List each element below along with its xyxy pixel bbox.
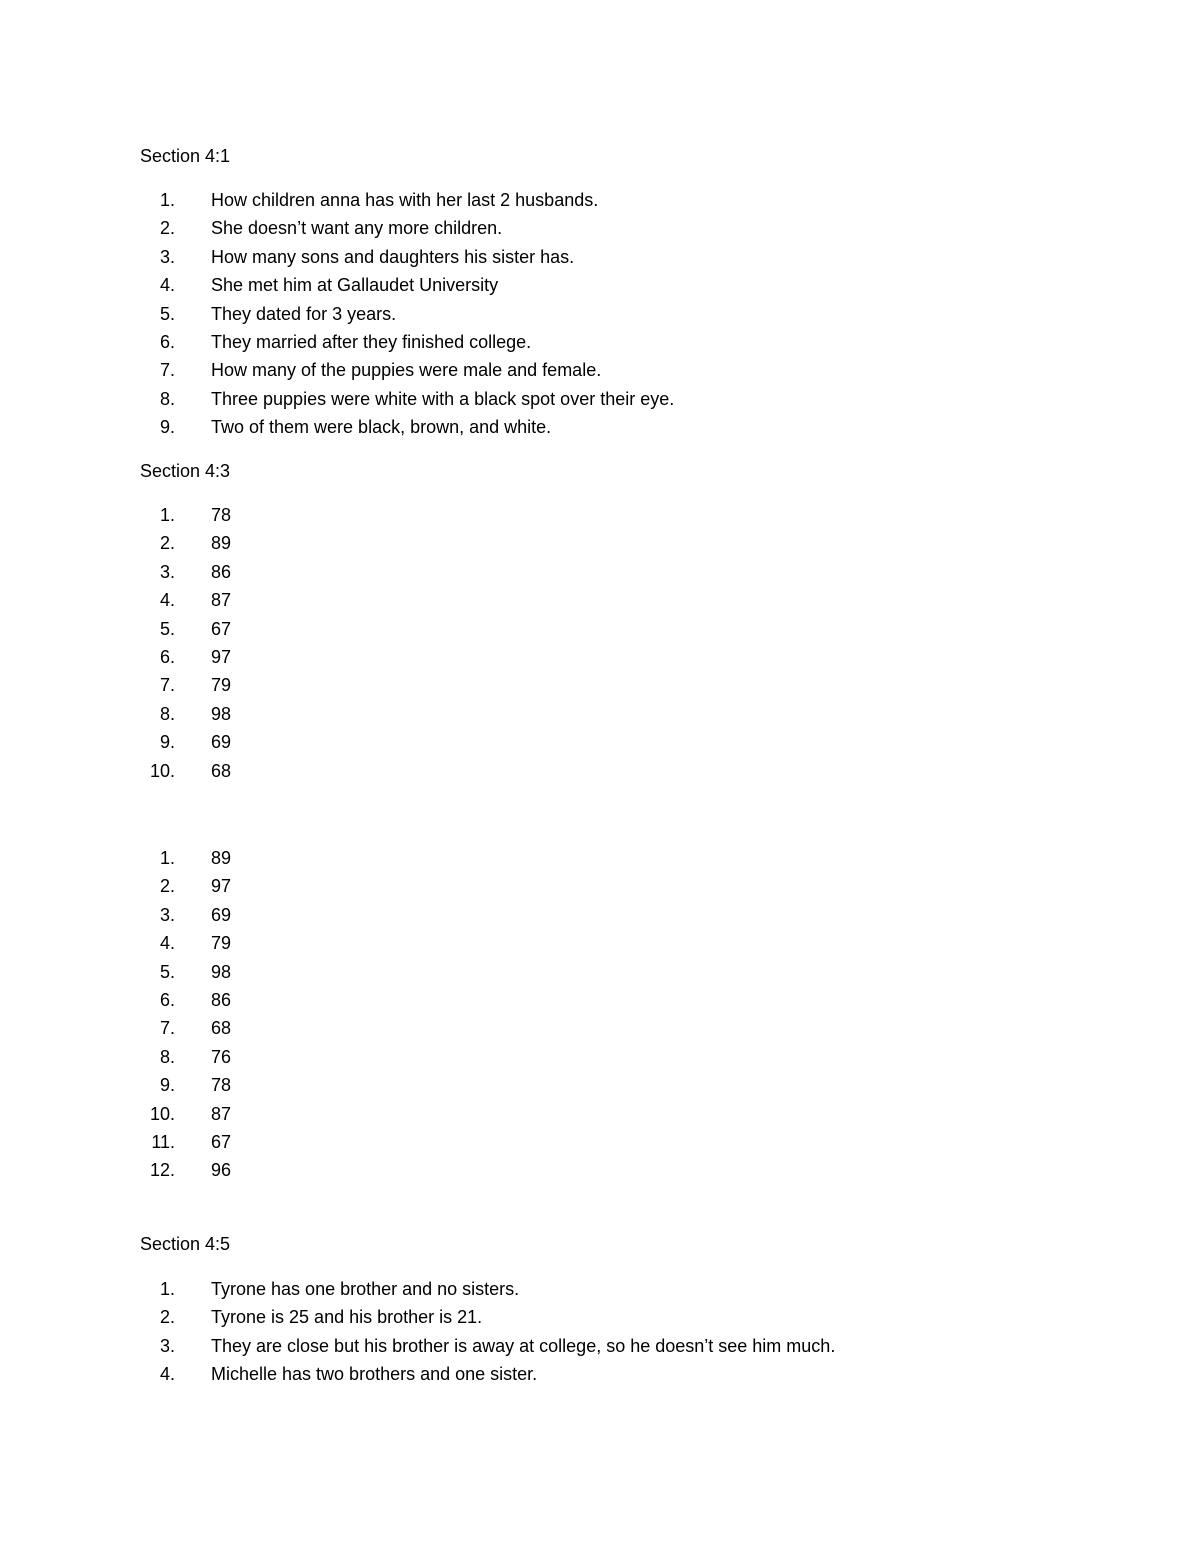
- list-number: 2.: [159, 218, 175, 239]
- list-item-text: They dated for 3 years.: [211, 303, 397, 324]
- list-number: 2.: [159, 533, 175, 554]
- list-number: 10.: [149, 760, 175, 781]
- list-item-text: How many sons and daughters his sister has.: [211, 246, 575, 267]
- list-item-text: 78: [211, 505, 232, 525]
- list-number: 2.: [159, 876, 175, 897]
- list-number: 12.: [149, 1160, 175, 1181]
- list-number: 2.: [159, 1307, 175, 1328]
- list-number: 8.: [159, 388, 175, 409]
- list-item-text: 68: [211, 760, 232, 781]
- list-number: 3.: [159, 561, 175, 582]
- section-heading: Section 4:5: [140, 1234, 231, 1254]
- list-number: 3.: [159, 1335, 175, 1356]
- list-number: 4.: [159, 1364, 175, 1385]
- list-item-text: 98: [211, 961, 232, 982]
- list-item-text: Two of them were black, brown, and white.: [211, 417, 552, 438]
- list-item-text: 86: [211, 989, 232, 1010]
- list-number: 9.: [159, 732, 175, 753]
- list-number: 4.: [159, 590, 175, 611]
- section-heading: Section 4:1: [140, 146, 231, 166]
- list-number: 7.: [159, 675, 175, 696]
- list-number: 4.: [159, 275, 175, 296]
- list-item-text: 68: [211, 1018, 232, 1039]
- list-number: 1.: [159, 190, 175, 210]
- list-item-text: 89: [211, 848, 232, 868]
- list-item-text: 87: [211, 590, 232, 611]
- list-number: 10.: [149, 1103, 175, 1124]
- list-number: 7.: [159, 360, 175, 381]
- list-item-text: Tyrone has one brother and no sisters.: [211, 1279, 520, 1299]
- list-item-text: 67: [211, 618, 232, 639]
- list-item-text: 96: [211, 1160, 232, 1181]
- list-number: 5.: [159, 303, 175, 324]
- list-item-text: She met him at Gallaudet University: [211, 275, 499, 296]
- list-number: 9.: [159, 417, 175, 438]
- list-item-text: They married after they finished college.: [211, 331, 532, 352]
- list-item-text: 97: [211, 876, 232, 897]
- list-number: 1.: [159, 505, 175, 525]
- section-heading: Section 4:3: [140, 461, 231, 481]
- list-item-text: 97: [211, 646, 232, 667]
- list-item-text: 79: [211, 675, 232, 696]
- list-item-text: 87: [211, 1103, 232, 1124]
- list-item-text: 67: [211, 1131, 232, 1152]
- list-number: 1.: [159, 848, 175, 868]
- list-item-text: 79: [211, 933, 232, 954]
- list-number: 8.: [159, 703, 175, 724]
- list-number: 4.: [159, 933, 175, 954]
- list-number: 8.: [159, 1046, 175, 1067]
- list-number: 3.: [159, 904, 175, 925]
- list-number: 6.: [159, 331, 175, 352]
- list-number: 1.: [159, 1279, 175, 1299]
- list-number: 9.: [159, 1075, 175, 1096]
- list-item-text: 98: [211, 703, 232, 724]
- list-number: 6.: [159, 989, 175, 1010]
- list-item-text: She doesn’t want any more children.: [211, 218, 503, 239]
- list-number: 5.: [159, 961, 175, 982]
- list-number: 6.: [159, 646, 175, 667]
- list-item-text: Three puppies were white with a black spot over their eye.: [211, 388, 675, 409]
- list-item-text: How many of the puppies were male and female.: [211, 360, 602, 381]
- list-number: 3.: [159, 246, 175, 267]
- list-item-text: 69: [211, 732, 232, 753]
- list-item-text: Tyrone is 25 and his brother is 21.: [211, 1307, 483, 1328]
- list-item-text: 69: [211, 904, 232, 925]
- list-number: 5.: [159, 618, 175, 639]
- list-item-text: How children anna has with her last 2 husbands.: [211, 190, 599, 210]
- list-item-text: 86: [211, 561, 232, 582]
- list-item-text: Michelle has two brothers and one sister.: [211, 1364, 538, 1385]
- list-number: 11.: [151, 1131, 175, 1152]
- list-number: 7.: [159, 1018, 175, 1039]
- list-item-text: 89: [211, 533, 232, 554]
- list-item-text: 78: [211, 1075, 232, 1096]
- list-item-text: 76: [211, 1046, 232, 1067]
- list-item-text: They are close but his brother is away at college, so he doesn’t see him much.: [211, 1335, 836, 1356]
